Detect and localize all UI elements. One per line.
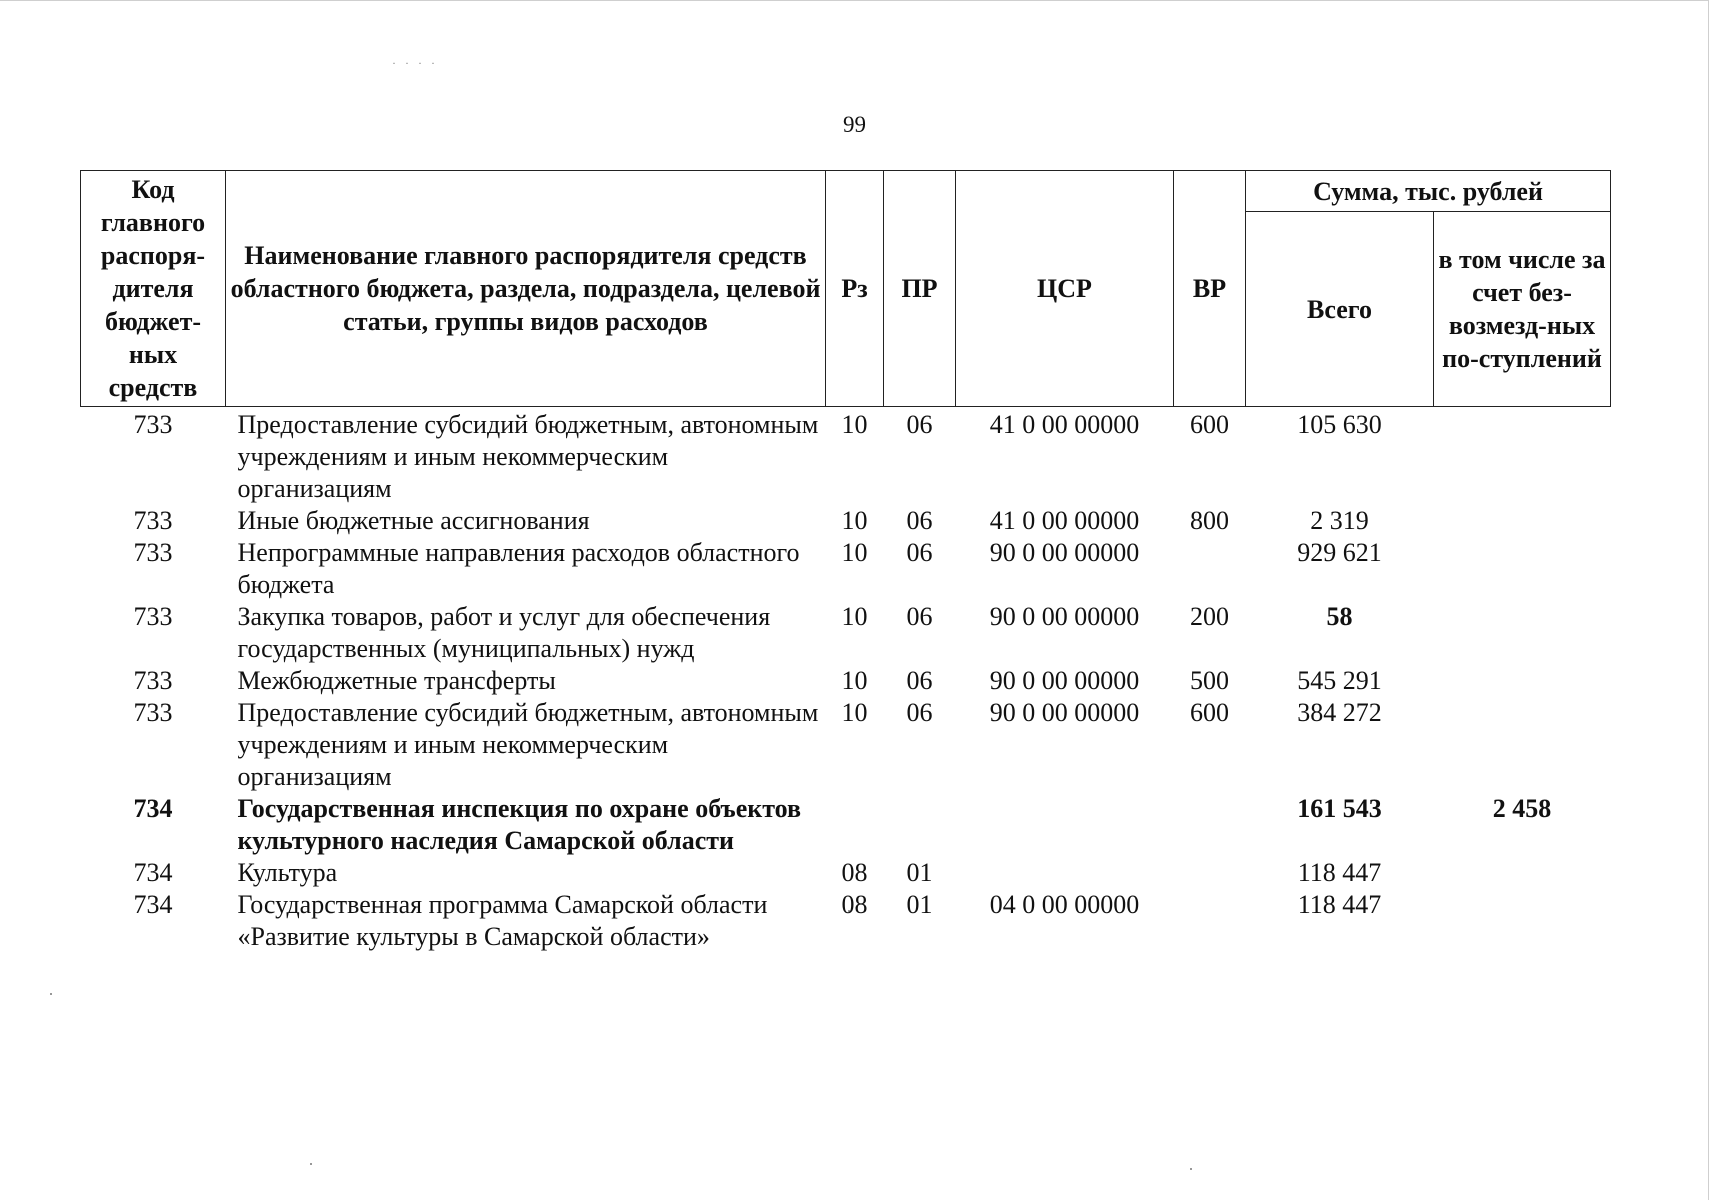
header-sum: Сумма, тыс. рублей [1246,171,1611,212]
cell-free [1434,505,1611,537]
header-code: Код главного распоря-дителя бюджет-ных средств [81,171,226,407]
scan-speck [50,993,52,995]
cell-vr: 800 [1190,506,1229,535]
cell-free [1434,889,1611,953]
cell-total: 118 447 [1297,890,1382,919]
table-row [81,857,1611,889]
table-body [81,407,1611,954]
cell-rz: 10 [841,506,868,535]
cell-name: Государственная программа Самарской области «Развитие культуры в Самарской области» [237,890,768,951]
cell-csr [956,793,1174,857]
header-vr: ВР [1174,171,1246,407]
cell-free [1434,537,1611,601]
cell-code: 733 [133,698,173,727]
table-row [81,793,1611,857]
cell-code: 733 [133,410,173,439]
cell-free: 2 458 [1492,794,1552,823]
cell-vr: 600 [1190,410,1229,439]
header-pr: ПР [884,171,956,407]
cell-code: 734 [133,794,173,823]
cell-name: Иные бюджетные ассигнования [237,506,590,535]
cell-pr: 06 [906,410,933,439]
cell-vr [1174,537,1246,601]
table-row [81,505,1611,537]
cell-csr: 04 0 00 00000 [989,890,1140,919]
cell-pr: 06 [906,506,933,535]
table-row [81,665,1611,697]
table-header [81,171,1611,407]
cell-code: 734 [133,890,173,919]
cell-free [1434,665,1611,697]
cell-total: 384 272 [1297,698,1382,727]
cell-rz: 08 [841,858,868,887]
scan-speck [1190,1168,1192,1170]
cell-pr: 01 [906,858,933,887]
cell-csr [956,857,1174,889]
cell-total: 545 291 [1297,666,1382,695]
table-row [81,537,1611,601]
cell-code: 733 [133,538,173,567]
cell-pr: 06 [906,698,933,727]
cell-vr: 200 [1190,602,1229,631]
cell-code: 733 [133,602,173,631]
cell-total: 118 447 [1297,858,1382,887]
cell-rz: 10 [841,602,868,631]
cell-free [1434,407,1611,506]
cell-rz: 08 [841,890,868,919]
cell-rz [826,793,884,857]
cell-code: 733 [133,666,173,695]
cell-pr [884,793,956,857]
cell-total: 161 543 [1297,794,1382,823]
cell-free [1434,601,1611,665]
header-csr: ЦСР [956,171,1174,407]
cell-csr: 90 0 00 00000 [989,666,1140,695]
cell-name: Культура [237,858,338,887]
table-row [81,601,1611,665]
cell-pr: 06 [906,666,933,695]
table-row [81,407,1611,506]
cell-code: 733 [133,506,173,535]
cell-rz: 10 [841,410,868,439]
cell-name: Предоставление субсидий бюджетным, автономным учреждениям и иным некоммерческим организациям [237,410,819,503]
cell-total: 58 [1326,602,1353,631]
cell-csr: 90 0 00 00000 [989,698,1140,727]
cell-name: Предоставление субсидий бюджетным, автономным учреждениям и иным некоммерческим организациям [237,698,819,791]
cell-vr [1174,857,1246,889]
cell-vr [1174,889,1246,953]
header-rz: Рз [826,171,884,407]
cell-csr: 90 0 00 00000 [989,538,1140,567]
header-free: в том числе за счет без-возмезд-ных по-ступлений [1434,212,1611,407]
table-row [81,697,1611,793]
cell-free [1434,697,1611,793]
cell-rz: 10 [841,538,868,567]
cell-pr: 06 [906,602,933,631]
scan-specks: · · · · [392,56,438,70]
cell-name: Закупка товаров, работ и услуг для обеспечения государственных (муниципальных) нужд [237,602,771,663]
cell-pr: 06 [906,538,933,567]
cell-total: 2 319 [1310,506,1369,535]
budget-table [80,170,1611,953]
cell-free [1434,857,1611,889]
cell-vr: 500 [1190,666,1229,695]
cell-csr: 41 0 00 00000 [989,410,1140,439]
cell-code: 734 [133,858,173,887]
header-name: Наименование главного распорядителя средств областного бюджета, раздела, подраздела, целевой статьи, группы видов расходов [226,171,826,407]
cell-total: 929 621 [1297,538,1382,567]
cell-csr: 90 0 00 00000 [989,602,1140,631]
cell-name: Непрограммные направления расходов областного бюджета [237,538,800,599]
cell-csr: 41 0 00 00000 [989,506,1140,535]
table-row [81,889,1611,953]
cell-vr: 600 [1190,698,1229,727]
scan-border-top [0,0,1709,1]
scan-speck [310,1163,312,1165]
cell-pr: 01 [906,890,933,919]
cell-rz: 10 [841,698,868,727]
page-number: 99 [843,112,866,137]
cell-rz: 10 [841,666,868,695]
cell-total: 105 630 [1297,410,1382,439]
cell-name: Межбюджетные трансферты [237,666,556,695]
header-total: Всего [1246,212,1434,407]
cell-name: Государственная инспекция по охране объектов культурного наследия Самарской области [237,794,802,855]
cell-vr [1174,793,1246,857]
